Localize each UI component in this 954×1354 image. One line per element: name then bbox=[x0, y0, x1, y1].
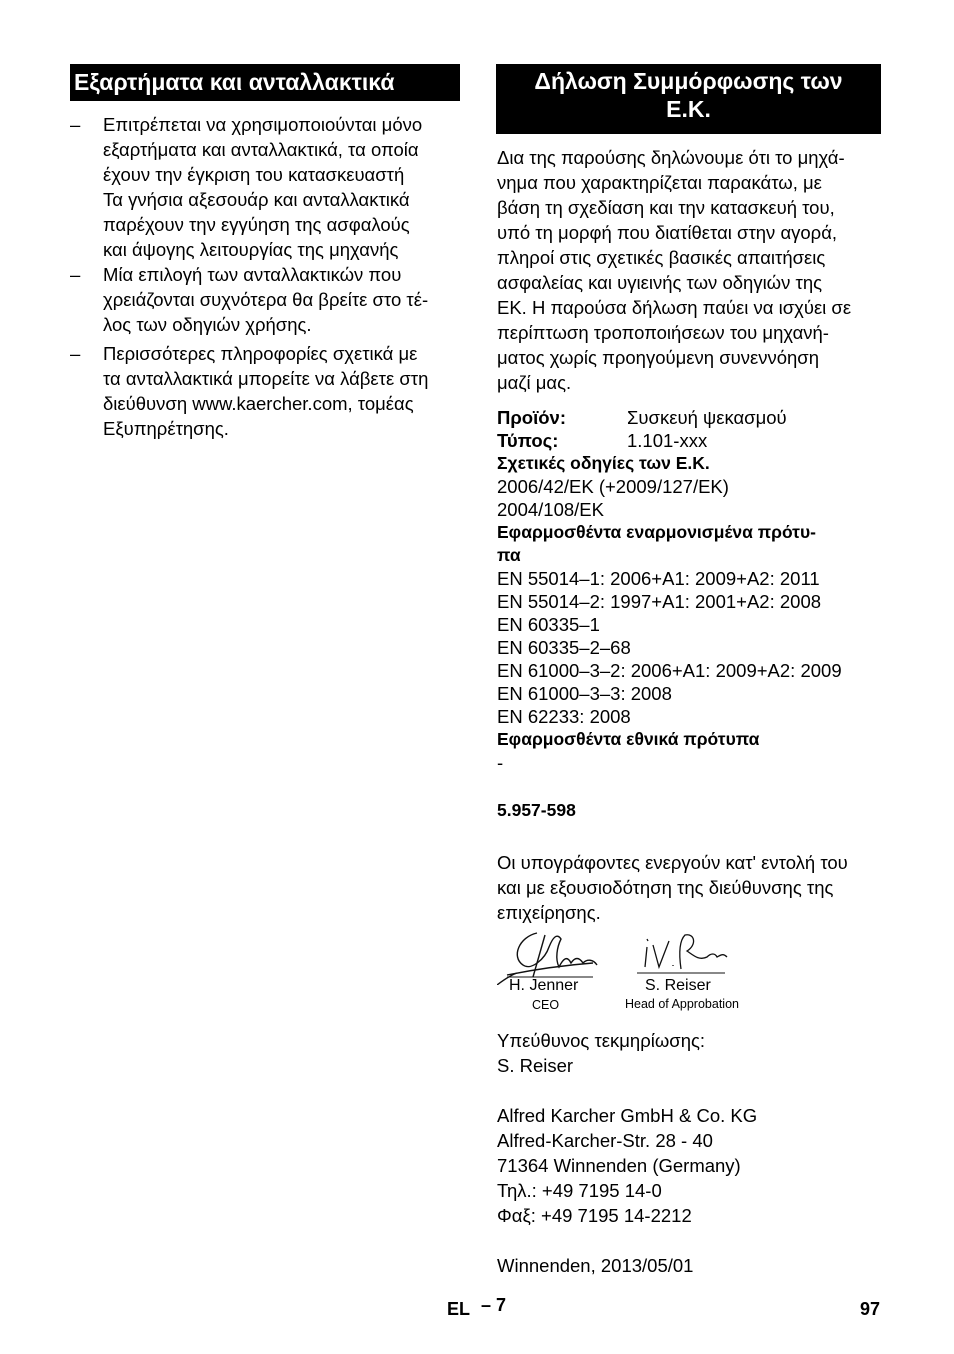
company-address bbox=[497, 1103, 889, 1228]
text-line: λος των οδηγιών χρήσης. bbox=[103, 314, 312, 335]
standard-item: EN 55014–2: 1997+A1: 2001+A2: 2008 bbox=[497, 591, 822, 612]
text-line: πληροί στις σχετικές βασικές απαιτήσεις bbox=[497, 247, 826, 268]
text-line: Επιτρέπεται να χρησιμοποιούνται μόνο bbox=[103, 114, 423, 135]
heading-line: Δήλωση Συμμόρφωσης των bbox=[534, 68, 843, 94]
text-line: Εξυπηρέτησης. bbox=[103, 418, 229, 439]
product-info bbox=[497, 406, 889, 822]
dash-marker: – bbox=[70, 114, 81, 135]
place-date: Winnenden, 2013/05/01 bbox=[497, 1255, 694, 1276]
section-heading-declaration bbox=[496, 64, 881, 134]
national-value: - bbox=[497, 752, 504, 773]
intro-paragraph bbox=[497, 145, 889, 395]
standard-item: EN 55014–1: 2006+A1: 2009+A2: 2011 bbox=[497, 568, 820, 589]
text-line: επιχείρησης. bbox=[497, 902, 601, 923]
text-line: Οι υπογράφοντες ενεργούν κατ' εντολή του bbox=[497, 852, 848, 873]
signature-block bbox=[497, 925, 767, 1015]
text-line: ματος χωρίς προηγούμενη συνεννόηση bbox=[497, 347, 820, 368]
footer-page-number: 97 bbox=[860, 1299, 881, 1319]
text-line: χρειάζονται συχνότερα θα βρείτε στο τέ- bbox=[103, 289, 429, 310]
standard-item: EN 61000–3–2: 2006+A1: 2009+A2: 2009 bbox=[497, 660, 842, 681]
bullet-item bbox=[70, 112, 462, 262]
declaration-body bbox=[497, 145, 889, 925]
harmonised-label: Εφαρμοσθέντα εναρμονισμένα πρότυ- bbox=[497, 522, 816, 542]
product-label: Προϊόν: bbox=[497, 407, 566, 428]
text-line: και άψογης λειτουργίας της μηχανής bbox=[103, 239, 399, 260]
address-line: Alfred-Karcher-Str. 28 - 40 bbox=[497, 1130, 713, 1151]
text-line: εξαρτήματα και ανταλλακτικά, τα οποία bbox=[103, 139, 419, 160]
address-line: 71364 Winnenden (Germany) bbox=[497, 1155, 741, 1176]
document-number: 5.957-598 bbox=[497, 800, 576, 820]
signature-graphics bbox=[497, 925, 767, 985]
section-heading-parts: Εξαρτήματα και ανταλλακτικά bbox=[70, 64, 460, 101]
signatory-name-jenner: H. Jenner bbox=[509, 977, 579, 994]
signatory-role-reiser: Head of Approbation bbox=[625, 997, 739, 1011]
signatories-paragraph bbox=[497, 850, 889, 925]
text-line: παρέχουν την εγγύηση της ασφαλούς bbox=[103, 214, 410, 235]
text-line: μαζί μας. bbox=[497, 372, 572, 393]
text-line: Τα γνήσια αξεσουάρ και ανταλλακτικά bbox=[103, 189, 410, 210]
documentation-and-address bbox=[497, 1028, 889, 1278]
harmonised-label: πα bbox=[497, 545, 521, 565]
standard-item: EN 61000–3–3: 2008 bbox=[497, 683, 672, 704]
signatory-role-jenner: CEO bbox=[532, 998, 560, 1012]
parts-bullet-list bbox=[70, 112, 462, 441]
national-label: Εφαρμοσθέντα εθνικά πρότυπα bbox=[497, 729, 760, 749]
product-row bbox=[497, 406, 889, 429]
heading-line: Ε.Κ. bbox=[666, 96, 711, 122]
directive-item: 2006/42/ΕΚ (+2009/127/ΕΚ) bbox=[497, 476, 729, 497]
documentation-name: S. Reiser bbox=[497, 1055, 574, 1076]
text-line: περίπτωση τροποποιήσεων του μηχανή- bbox=[497, 322, 829, 343]
directive-item: 2004/108/ΕΚ bbox=[497, 499, 604, 520]
type-row bbox=[497, 429, 889, 452]
signature-reiser-image bbox=[645, 935, 727, 969]
standard-item: EN 60335–2–68 bbox=[497, 637, 631, 658]
text-line: Περισσότερες πληροφορίες σχετικά με bbox=[103, 343, 418, 364]
address-line: Φαξ: +49 7195 14-2212 bbox=[497, 1205, 692, 1226]
documentation-label: Υπεύθυνος τεκμηρίωσης: bbox=[497, 1030, 706, 1051]
dash-marker: – bbox=[70, 264, 81, 285]
address-line: Τηλ.: +49 7195 14-0 bbox=[497, 1180, 662, 1201]
dash-marker: – bbox=[70, 343, 81, 364]
bullet-item bbox=[70, 262, 462, 337]
text-line: ασφαλείας και υγιεινής των οδηγιών της bbox=[497, 272, 823, 293]
signatory-name-reiser: S. Reiser bbox=[645, 977, 711, 994]
text-line: και με εξουσιοδότηση της διεύθυνσης της bbox=[497, 877, 834, 898]
text-line: έχουν την έγκριση του κατασκευαστή bbox=[103, 164, 405, 185]
text-line: βάση τη σχεδίαση και την κατασκευή του, bbox=[497, 197, 835, 218]
type-label: Τύπος: bbox=[497, 430, 559, 451]
directives-label: Σχετικές οδηγίες των Ε.Κ. bbox=[497, 453, 710, 473]
type-value: 1.101-xxx bbox=[627, 430, 708, 451]
footer-section-page: – 7 bbox=[481, 1295, 507, 1315]
bullet-item bbox=[70, 341, 462, 441]
text-line: ΕΚ. Η παρούσα δήλωση παύει να ισχύει σε bbox=[497, 297, 852, 318]
standard-item: EN 60335–1 bbox=[497, 614, 600, 635]
address-line: Alfred Karcher GmbH & Co. KG bbox=[497, 1105, 758, 1126]
product-value: Συσκευή ψεκασμού bbox=[627, 407, 787, 428]
text-line: τα ανταλλακτικά μπορείτε να λάβετε στη bbox=[103, 368, 429, 389]
standard-item: EN 62233: 2008 bbox=[497, 706, 631, 727]
text-line: νημα που χαρακτηρίζεται παρακάτω, με bbox=[497, 172, 822, 193]
text-line: Δια της παρούσης δηλώνουμε ότι το μηχά- bbox=[497, 147, 845, 168]
text-line: διεύθυνση www.kaercher.com, τομέας bbox=[103, 393, 414, 414]
footer-language: EL bbox=[447, 1299, 471, 1319]
text-line: υπό τη μορφή που διατίθεται στην αγορά, bbox=[497, 222, 838, 243]
text-line: Μία επιλογή των ανταλλακτικών που bbox=[103, 264, 402, 285]
signature-prefix-glyph: i.V. bbox=[640, 968, 642, 969]
